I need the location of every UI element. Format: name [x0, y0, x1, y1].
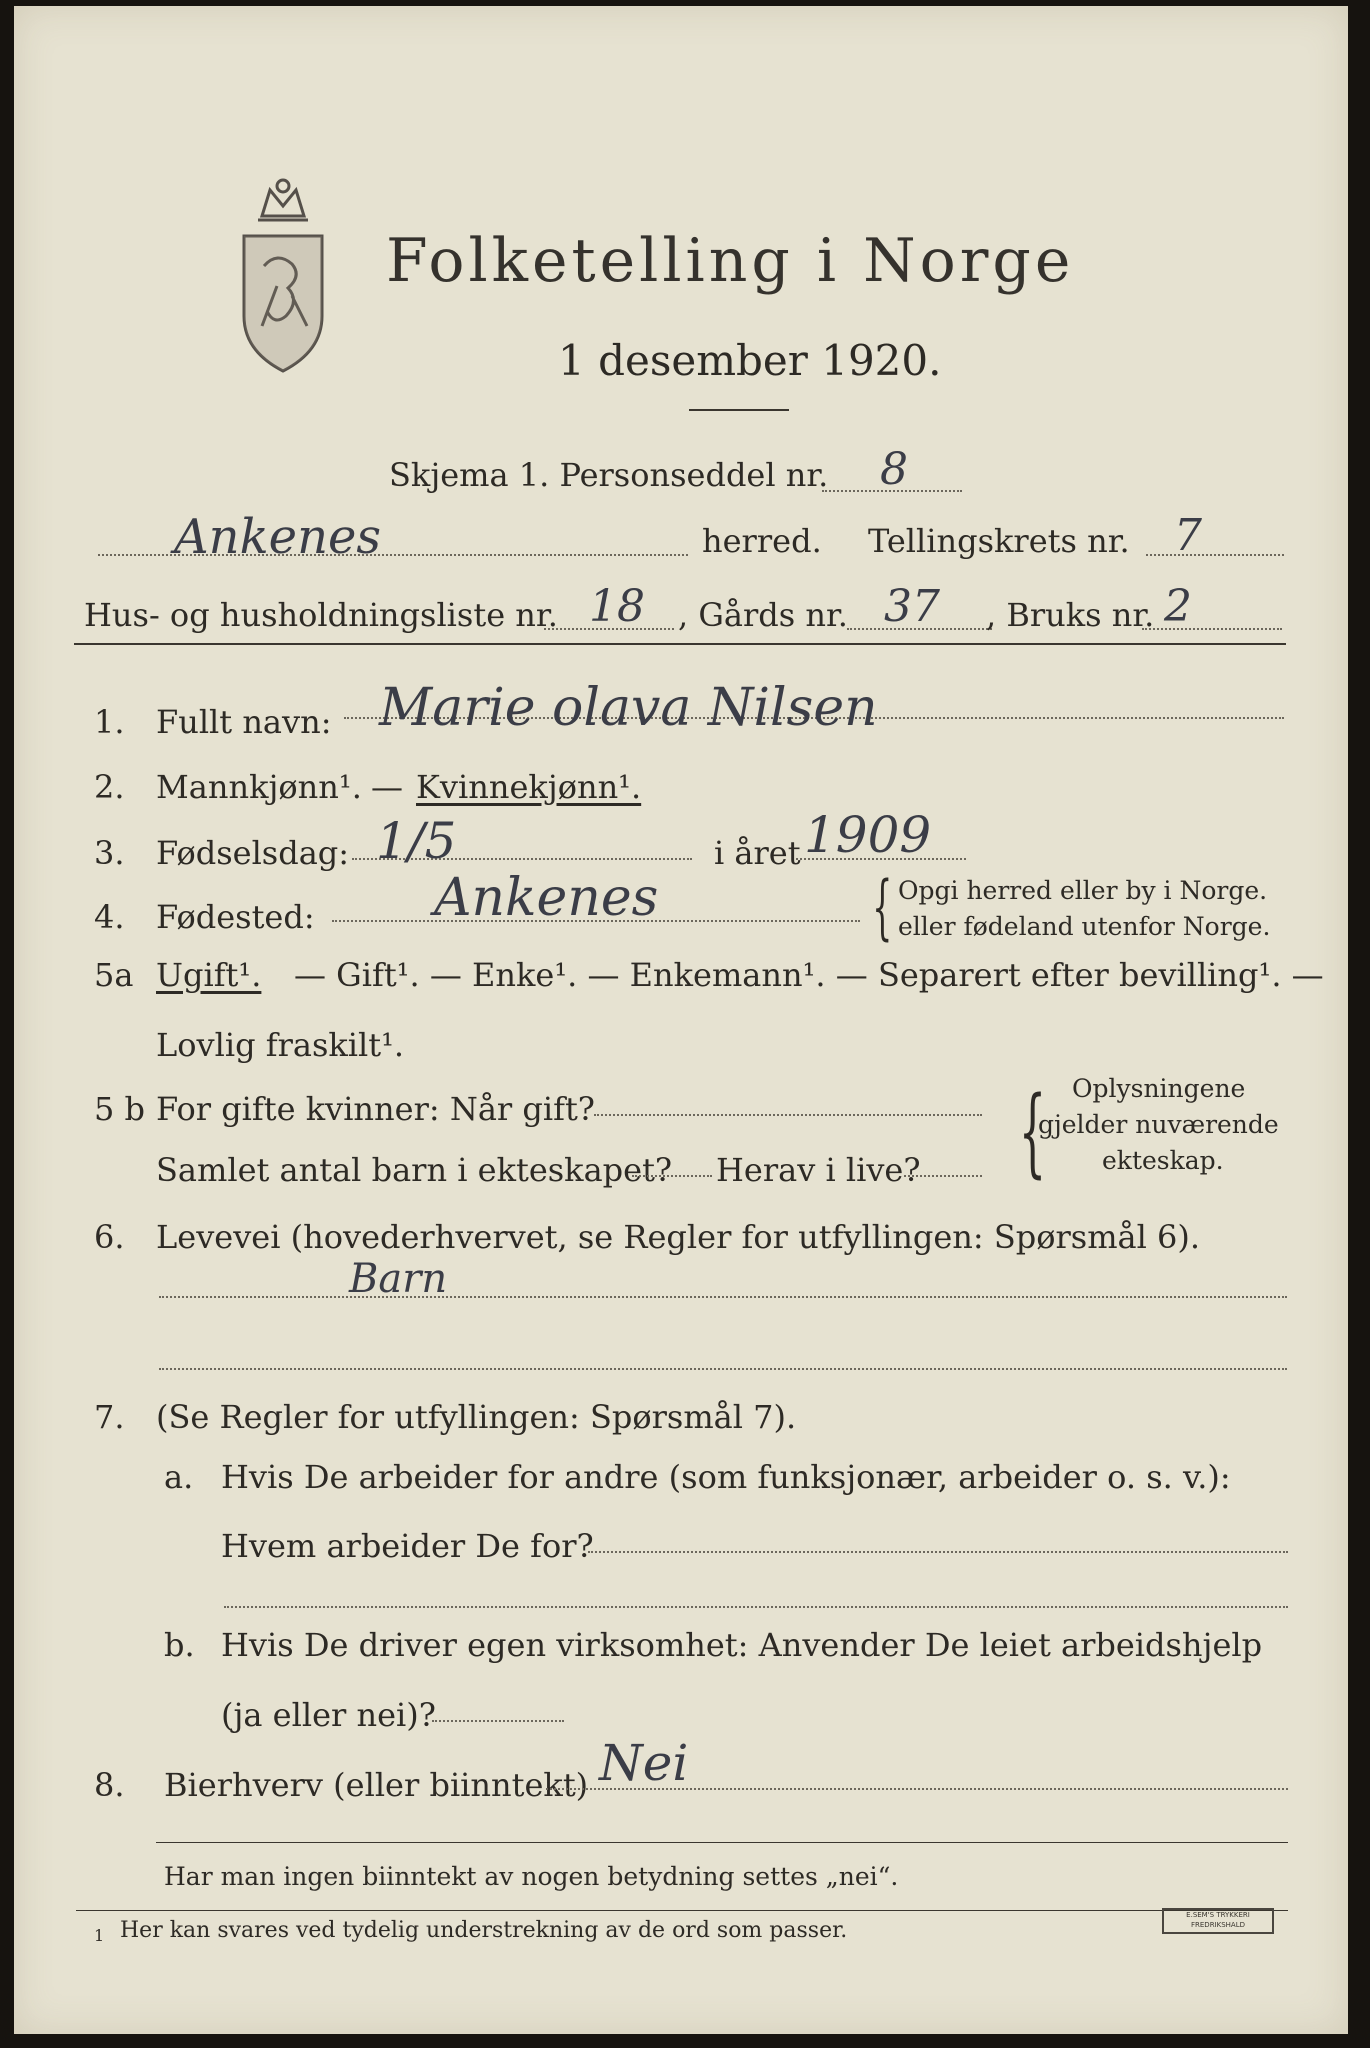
q7b-text: Hvis De driver egen virksomhet: Anvender De leiet arbeidshjelp — [221, 1626, 1263, 1664]
male-option: Mannkjønn¹. — [156, 768, 362, 806]
q7-label: (Se Regler for utfyllingen: Spørsmål 7). — [156, 1398, 797, 1436]
printer-stamp — [1162, 1908, 1274, 1934]
q6-number: 6. — [94, 1218, 125, 1256]
footer-note: Har man ingen biinntekt av nogen betydning settes „nei“. — [164, 1862, 899, 1891]
coat-of-arms-icon — [222, 176, 344, 376]
hus-label: Hus- og husholdningsliste nr. — [84, 596, 558, 634]
q4-brace: { — [872, 866, 893, 948]
q2-dash: — — [371, 768, 403, 806]
gards-nr: 37 — [884, 581, 940, 632]
printer-stamp-text: E.SEM'S TRYKKERI FREDRIKSHALD — [1186, 1911, 1250, 1929]
tellingskrets-label: Tellingskrets nr. — [868, 522, 1130, 560]
skjema-label: Skjema 1. Personseddel nr. — [389, 456, 829, 494]
q6-label: Levevei (hovederhvervet, se Regler for utfyllingen: Spørsmål 6). — [156, 1218, 1201, 1256]
q4-note-line1: Opgi herred eller by i Norge. — [898, 876, 1268, 905]
q2-number: 2. — [94, 768, 125, 806]
q4-label: Fødested: — [156, 898, 315, 936]
tellingskrets-nr: 7 — [1174, 510, 1202, 561]
gards-label: , Gårds nr. — [678, 596, 848, 634]
q4-note-line2: eller fødeland utenfor Norge. — [898, 912, 1271, 941]
census-date: 1 desember 1920. — [558, 336, 942, 385]
birth-year-value: 1909 — [804, 806, 932, 864]
q7b-letter: b. — [164, 1626, 195, 1664]
q7-number: 7. — [94, 1398, 125, 1436]
q8-label: Bierhverv (eller biinntekt) — [164, 1766, 589, 1804]
title-divider — [689, 409, 789, 411]
q5b-brace: { — [1018, 1076, 1047, 1188]
form-title: Folketelling i Norge — [386, 226, 1075, 296]
q1-number: 1. — [94, 703, 125, 741]
herred-label: herred. — [702, 522, 822, 560]
q3-number: 3. — [94, 834, 125, 872]
census-form-page — [14, 6, 1348, 2034]
occupation-value: Barn — [349, 1256, 448, 1302]
alive-label: Herav i live? — [716, 1151, 921, 1189]
female-option: Kvinnekjønn¹. — [416, 768, 642, 806]
q7a-text: Hvis De arbeider for andre (som funksjonær, arbeider o. s. v.): — [221, 1458, 1231, 1496]
bruks-label: , Bruks nr. — [986, 596, 1155, 634]
side-income-value: Nei — [599, 1734, 689, 1792]
q5a-number: 5a — [94, 956, 134, 994]
birthdate-value: 1/5 — [376, 812, 457, 870]
q5b-number: 5 b — [94, 1090, 146, 1128]
footnote-mark: 1 — [94, 1926, 105, 1945]
footnote-divider — [76, 1910, 1288, 1911]
q5b-note-line1: Oplysningene — [1072, 1074, 1246, 1103]
q5b-label: For gifte kvinner: Når gift? — [156, 1090, 595, 1128]
hus-nr: 18 — [589, 581, 645, 632]
q3-label: Fødselsdag: — [156, 834, 350, 872]
q5b-note-line3: ekteskap. — [1102, 1146, 1224, 1175]
marital-options: — Gift¹. — Enke¹. — Enkemann¹. — Separert efter bevilling¹. — — [294, 956, 1324, 994]
q5b-note-line2: gjelder nuværende — [1038, 1110, 1279, 1139]
header-divider — [74, 643, 1286, 645]
children-label: Samlet antal barn i ekteskapet? — [156, 1151, 673, 1189]
birthplace-value: Ankenes — [434, 868, 659, 928]
q8-number: 8. — [94, 1766, 125, 1804]
q7b-question: (ja eller nei)? — [221, 1696, 436, 1734]
q4-number: 4. — [94, 898, 125, 936]
ugift-option: Ugift¹. — [156, 956, 262, 994]
q1-label: Fullt navn: — [156, 703, 332, 741]
fraskilt-option: Lovlig fraskilt¹. — [156, 1026, 405, 1064]
q7a-question: Hvem arbeider De for? — [221, 1527, 594, 1565]
footnote-text: Her kan svares ved tydelig understrekning av de ord som passer. — [120, 1918, 848, 1943]
full-name-value: Marie olava Nilsen — [379, 678, 878, 738]
personseddel-nr: 8 — [880, 444, 908, 495]
bruks-nr: 2 — [1164, 581, 1192, 632]
q7a-letter: a. — [164, 1458, 194, 1496]
footer-divider — [156, 1842, 1288, 1843]
herred-value: Ankenes — [174, 509, 382, 565]
year-label: i året — [714, 834, 801, 872]
